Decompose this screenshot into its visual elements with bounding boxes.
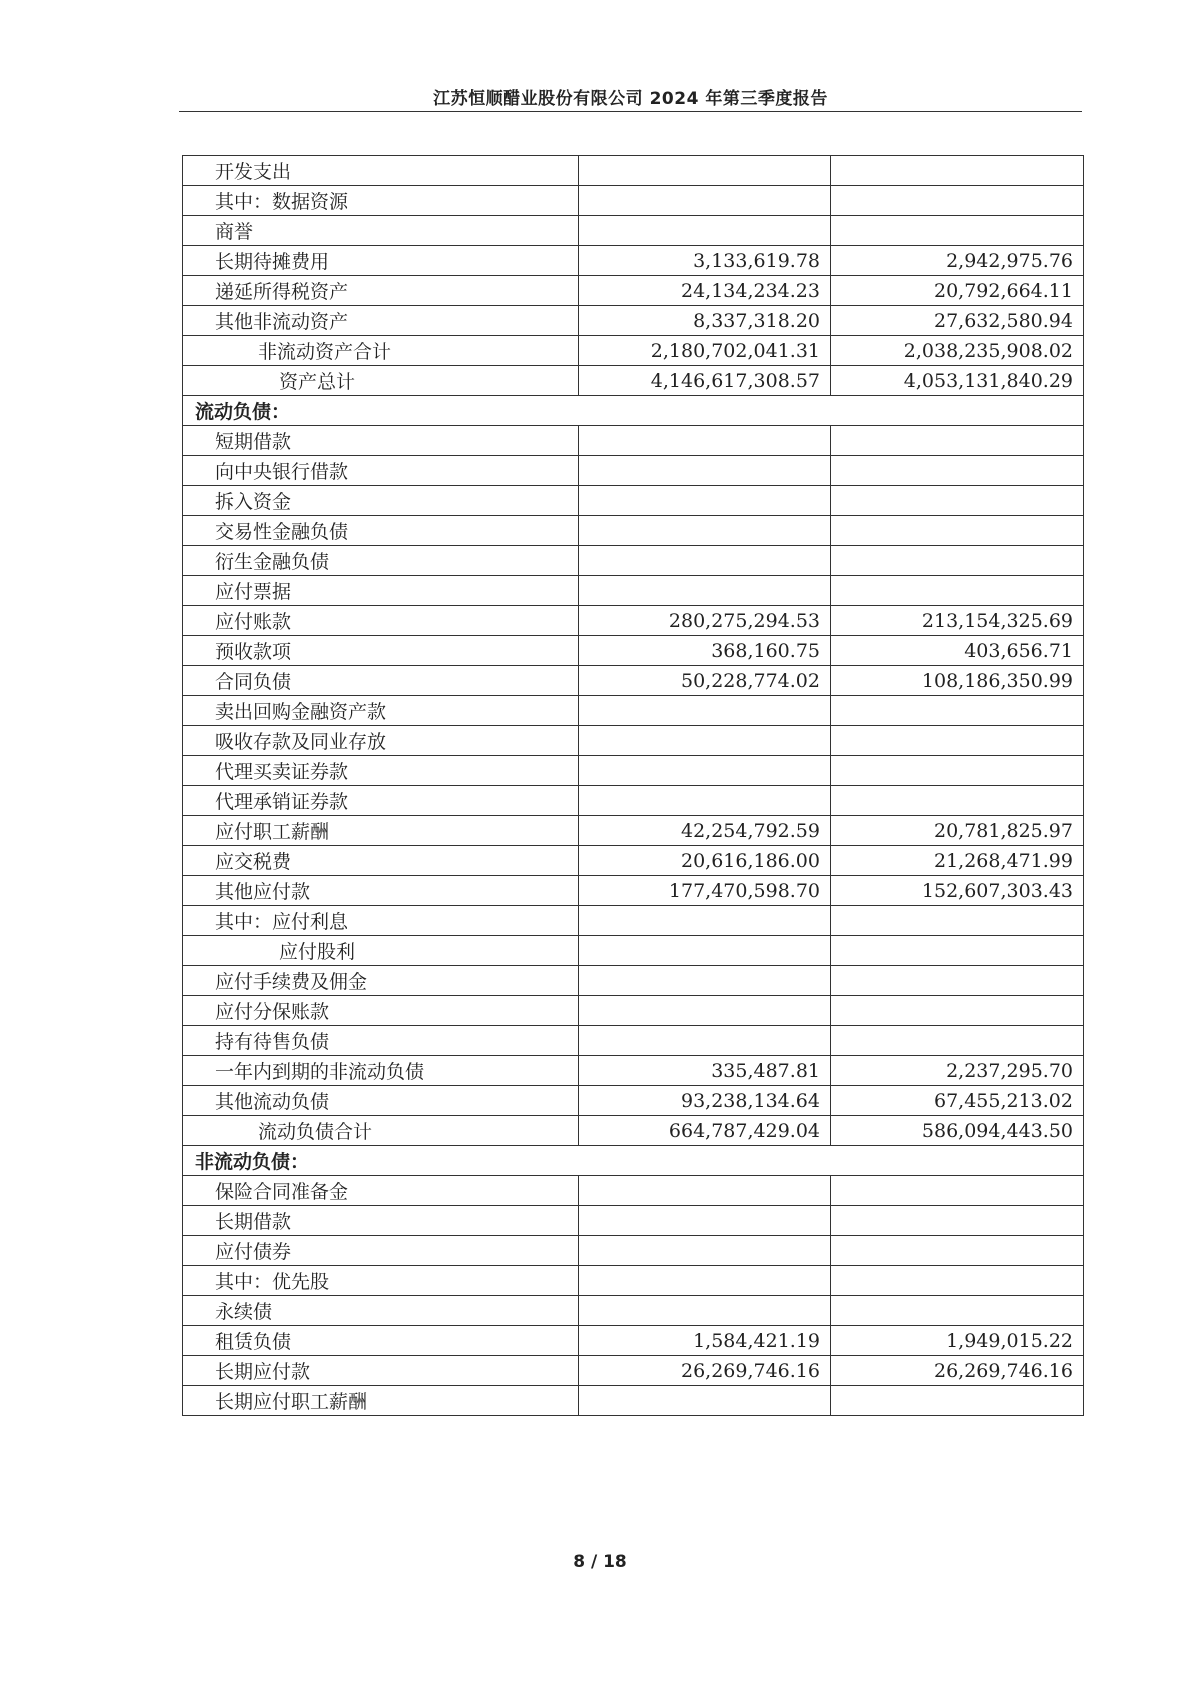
row-label: 其中：优先股 <box>183 1266 579 1296</box>
table-row <box>183 1296 1084 1326</box>
table-row <box>183 666 1084 696</box>
prior-period-value: 26,269,746.16 <box>831 1356 1084 1386</box>
prior-period-value: 213,154,325.69 <box>831 606 1084 636</box>
current-period-value <box>579 756 831 786</box>
prior-period-value: 586,094,443.50 <box>831 1116 1084 1146</box>
table-row <box>183 756 1084 786</box>
table-row <box>183 906 1084 936</box>
current-period-value: 177,470,598.70 <box>579 876 831 906</box>
prior-period-value: 2,942,975.76 <box>831 246 1084 276</box>
current-period-value <box>579 1236 831 1266</box>
row-label: 应付手续费及佣金 <box>183 966 579 996</box>
table-row <box>183 486 1084 516</box>
row-label: 其他应付款 <box>183 876 579 906</box>
prior-period-value: 67,455,213.02 <box>831 1086 1084 1116</box>
row-label: 预收款项 <box>183 636 579 666</box>
prior-period-value <box>831 516 1084 546</box>
table-row <box>183 996 1084 1026</box>
total-row <box>183 366 1084 396</box>
current-period-value <box>579 696 831 726</box>
current-period-value: 280,275,294.53 <box>579 606 831 636</box>
table-row <box>183 1326 1084 1356</box>
row-label: 合同负债 <box>183 666 579 696</box>
row-label: 吸收存款及同业存放 <box>183 726 579 756</box>
table-row <box>183 516 1084 546</box>
current-period-value <box>579 1266 831 1296</box>
prior-period-value: 4,053,131,840.29 <box>831 366 1084 396</box>
section-title-non-current-liabilities: 非流动负债： <box>183 1146 1084 1176</box>
row-label: 应付票据 <box>183 576 579 606</box>
table-row <box>183 846 1084 876</box>
current-period-value: 3,133,619.78 <box>579 246 831 276</box>
row-label: 拆入资金 <box>183 486 579 516</box>
current-period-value <box>579 1176 831 1206</box>
row-label: 非流动资产合计 <box>183 336 579 366</box>
prior-period-value <box>831 456 1084 486</box>
row-label: 开发支出 <box>183 156 579 186</box>
prior-period-value <box>831 1236 1084 1266</box>
current-period-value <box>579 996 831 1026</box>
row-label: 其他流动负债 <box>183 1086 579 1116</box>
table-row <box>183 1236 1084 1266</box>
table-row <box>183 276 1084 306</box>
current-period-value: 20,616,186.00 <box>579 846 831 876</box>
current-period-value <box>579 936 831 966</box>
prior-period-value <box>831 546 1084 576</box>
current-period-value: 2,180,702,041.31 <box>579 336 831 366</box>
current-period-value <box>579 156 831 186</box>
prior-period-value <box>831 996 1084 1026</box>
table-row <box>183 816 1084 846</box>
current-period-value: 24,134,234.23 <box>579 276 831 306</box>
row-label: 流动负债合计 <box>183 1116 579 1146</box>
row-label: 其中：数据资源 <box>183 186 579 216</box>
table-row <box>183 576 1084 606</box>
prior-period-value <box>831 426 1084 456</box>
table-row <box>183 606 1084 636</box>
prior-period-value: 1,949,015.22 <box>831 1326 1084 1356</box>
current-period-value: 42,254,792.59 <box>579 816 831 846</box>
current-period-value <box>579 486 831 516</box>
row-label: 长期待摊费用 <box>183 246 579 276</box>
header-divider <box>179 111 1082 112</box>
page-number: 8 / 18 <box>573 1552 627 1572</box>
prior-period-value: 20,781,825.97 <box>831 816 1084 846</box>
current-period-value: 93,238,134.64 <box>579 1086 831 1116</box>
current-period-value: 664,787,429.04 <box>579 1116 831 1146</box>
table-row <box>183 426 1084 456</box>
table-row <box>183 1266 1084 1296</box>
row-label: 商誉 <box>183 216 579 246</box>
prior-period-value <box>831 936 1084 966</box>
row-label: 代理买卖证券款 <box>183 756 579 786</box>
current-period-value <box>579 216 831 246</box>
current-period-value <box>579 1026 831 1056</box>
prior-period-value: 27,632,580.94 <box>831 306 1084 336</box>
table-row <box>183 876 1084 906</box>
row-label: 一年内到期的非流动负债 <box>183 1056 579 1086</box>
current-period-value: 26,269,746.16 <box>579 1356 831 1386</box>
table-row <box>183 1026 1084 1056</box>
row-label: 租赁负债 <box>183 1326 579 1356</box>
section-title-current-liabilities: 流动负债： <box>183 396 1084 426</box>
current-period-value <box>579 906 831 936</box>
row-label: 持有待售负债 <box>183 1026 579 1056</box>
current-period-value: 335,487.81 <box>579 1056 831 1086</box>
subtotal-row <box>183 336 1084 366</box>
table-row <box>183 636 1084 666</box>
current-period-value <box>579 1296 831 1326</box>
current-period-value: 1,584,421.19 <box>579 1326 831 1356</box>
current-period-value: 50,228,774.02 <box>579 666 831 696</box>
current-period-value <box>579 1386 831 1416</box>
row-label: 永续债 <box>183 1296 579 1326</box>
prior-period-value <box>831 756 1084 786</box>
prior-period-value <box>831 186 1084 216</box>
row-label: 长期借款 <box>183 1206 579 1236</box>
row-label: 应付账款 <box>183 606 579 636</box>
prior-period-value <box>831 1296 1084 1326</box>
prior-period-value <box>831 726 1084 756</box>
current-period-value <box>579 786 831 816</box>
prior-period-value <box>831 1266 1084 1296</box>
prior-period-value: 403,656.71 <box>831 636 1084 666</box>
row-label: 应交税费 <box>183 846 579 876</box>
current-period-value <box>579 186 831 216</box>
prior-period-value: 2,038,235,908.02 <box>831 336 1084 366</box>
prior-period-value <box>831 966 1084 996</box>
prior-period-value <box>831 156 1084 186</box>
row-label: 长期应付职工薪酬 <box>183 1386 579 1416</box>
row-label: 资产总计 <box>183 366 579 396</box>
table-row <box>183 786 1084 816</box>
row-label: 代理承销证券款 <box>183 786 579 816</box>
current-period-value <box>579 1206 831 1236</box>
prior-period-value <box>831 1026 1084 1056</box>
row-label: 应付分保账款 <box>183 996 579 1026</box>
prior-period-value <box>831 576 1084 606</box>
row-label: 交易性金融负债 <box>183 516 579 546</box>
row-label: 衍生金融负债 <box>183 546 579 576</box>
table-row <box>183 216 1084 246</box>
current-period-value: 368,160.75 <box>579 636 831 666</box>
table-row <box>183 966 1084 996</box>
prior-period-value: 2,237,295.70 <box>831 1056 1084 1086</box>
current-period-value: 4,146,617,308.57 <box>579 366 831 396</box>
table-row <box>183 1206 1084 1236</box>
prior-period-value: 20,792,664.11 <box>831 276 1084 306</box>
table-row <box>183 246 1084 276</box>
row-label: 应付股利 <box>183 936 579 966</box>
current-period-value <box>579 576 831 606</box>
row-label: 卖出回购金融资产款 <box>183 696 579 726</box>
prior-period-value <box>831 696 1084 726</box>
row-label: 保险合同准备金 <box>183 1176 579 1206</box>
table-row <box>183 1386 1084 1416</box>
row-label: 向中央银行借款 <box>183 456 579 486</box>
current-period-value <box>579 726 831 756</box>
report-header-title: 江苏恒顺醋业股份有限公司 2024 年第三季度报告 <box>433 89 828 109</box>
balance-sheet-table <box>182 155 1084 1416</box>
current-period-value <box>579 966 831 996</box>
prior-period-value: 152,607,303.43 <box>831 876 1084 906</box>
table-row <box>183 1086 1084 1116</box>
table-row <box>183 1356 1084 1386</box>
table-row <box>183 306 1084 336</box>
current-period-value: 8,337,318.20 <box>579 306 831 336</box>
current-period-value <box>579 546 831 576</box>
prior-period-value <box>831 1176 1084 1206</box>
prior-period-value: 108,186,350.99 <box>831 666 1084 696</box>
table-row <box>183 726 1084 756</box>
table-row <box>183 546 1084 576</box>
row-label: 短期借款 <box>183 426 579 456</box>
row-label: 其他非流动资产 <box>183 306 579 336</box>
prior-period-value <box>831 1386 1084 1416</box>
prior-period-value <box>831 786 1084 816</box>
table-row <box>183 1056 1084 1086</box>
table-row <box>183 1176 1084 1206</box>
current-period-value <box>579 426 831 456</box>
prior-period-value: 21,268,471.99 <box>831 846 1084 876</box>
row-label: 长期应付款 <box>183 1356 579 1386</box>
table-row <box>183 456 1084 486</box>
table-row <box>183 696 1084 726</box>
section-header-row <box>183 1146 1084 1176</box>
row-label: 递延所得税资产 <box>183 276 579 306</box>
row-label: 应付债券 <box>183 1236 579 1266</box>
row-label: 其中：应付利息 <box>183 906 579 936</box>
prior-period-value <box>831 906 1084 936</box>
table-row <box>183 156 1084 186</box>
table-row <box>183 186 1084 216</box>
prior-period-value <box>831 486 1084 516</box>
section-header-row <box>183 396 1084 426</box>
prior-period-value <box>831 1206 1084 1236</box>
table-row <box>183 936 1084 966</box>
current-period-value <box>579 456 831 486</box>
subtotal-row <box>183 1116 1084 1146</box>
prior-period-value <box>831 216 1084 246</box>
current-period-value <box>579 516 831 546</box>
row-label: 应付职工薪酬 <box>183 816 579 846</box>
